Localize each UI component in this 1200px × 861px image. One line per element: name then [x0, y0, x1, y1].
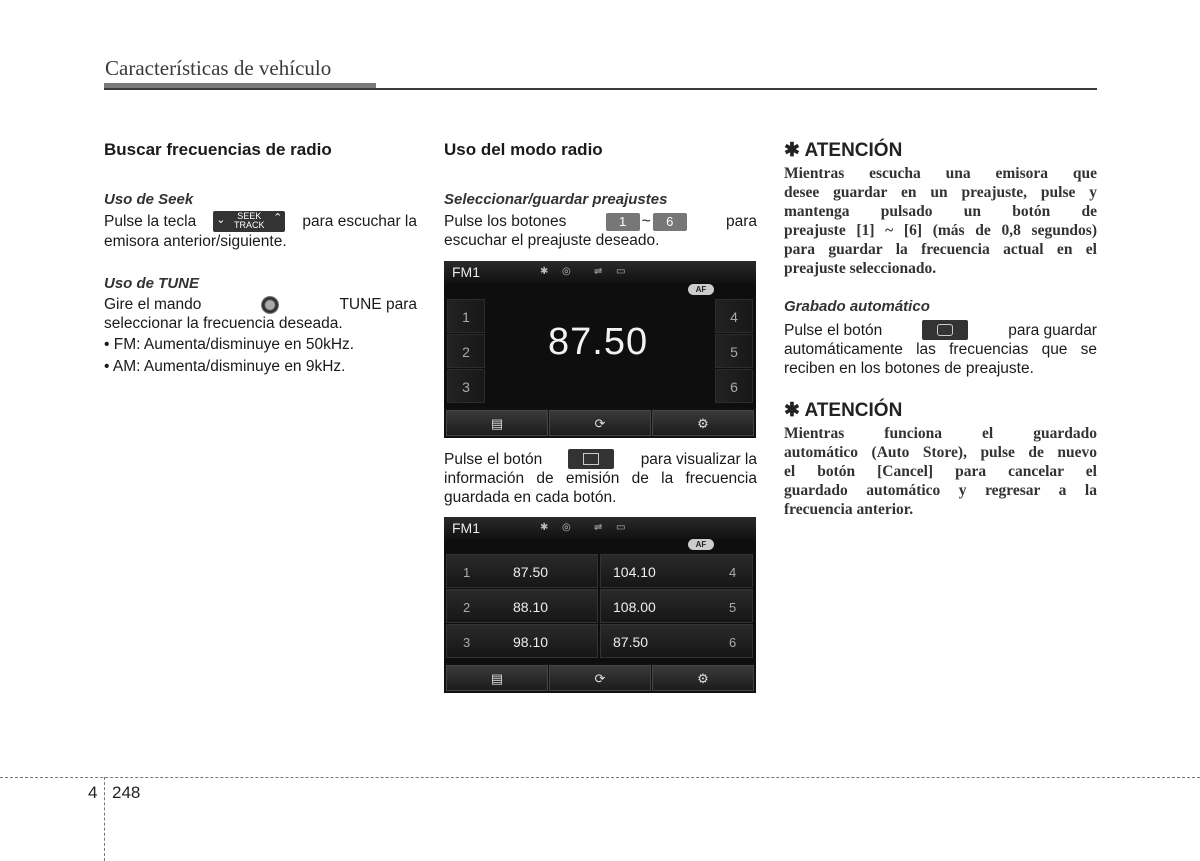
gear-icon: ⚙ — [697, 671, 709, 686]
auto-store-button[interactable] — [549, 410, 651, 436]
tune-knob-icon — [261, 296, 279, 314]
preset-frequency: 87.50 — [513, 564, 549, 580]
auto-text-post: para guardar — [1008, 321, 1097, 339]
gear-icon: ⚙ — [697, 416, 709, 431]
bottom-bar — [444, 408, 756, 438]
attention-line: guardado automático y regresar a la — [784, 482, 1097, 499]
af-badge: AF — [688, 539, 714, 550]
attention-line: preajuste seleccionado. — [784, 260, 937, 277]
preset-frequency: 87.50 — [613, 634, 649, 650]
disc-icon: ◎ — [562, 522, 571, 533]
radio-scan-icon: ⟳ — [594, 671, 606, 686]
info-list-button[interactable] — [446, 665, 548, 691]
disc-icon: ◎ — [562, 266, 571, 277]
usb-icon: ⇌ — [594, 266, 603, 277]
presets-text-line2: escuchar el preajuste deseado. — [444, 232, 660, 249]
seek-text-post: para escuchar la — [302, 213, 417, 230]
bottom-bar — [444, 663, 756, 693]
presets-text-pre: Pulse los botones — [444, 213, 567, 230]
track-label: TRACK — [234, 220, 265, 230]
attention-line: Mientras escucha una emisora que — [784, 165, 1097, 182]
attention-line: para guardar la frecuencia actual en el — [784, 241, 1097, 258]
tune-text-post: TUNE para — [339, 296, 417, 313]
preset-row-6[interactable] — [600, 624, 753, 658]
subheading-auto-store: Grabado automático — [784, 298, 930, 315]
radio-screen-presets — [444, 517, 756, 693]
info-text-line3: guardada en cada botón. — [444, 489, 617, 506]
presets-text-post: para — [725, 213, 757, 230]
radio-scan-icon — [937, 324, 953, 336]
seek-track-button — [213, 211, 285, 232]
auto-text-line3: reciben en los botones de preajuste. — [784, 360, 1034, 377]
section-heading-seek: Buscar frecuencias de radio — [104, 140, 332, 159]
attention-title-1: ✱ ATENCIÓN — [784, 140, 903, 161]
preset-6[interactable]: 6 — [715, 369, 753, 403]
preset-row-1[interactable] — [446, 554, 598, 588]
footer-vertical-divider — [104, 777, 105, 861]
attention-body-2 — [784, 424, 1097, 519]
preset-frequency: 88.10 — [513, 599, 549, 615]
auto-text-pre: Pulse el botón — [784, 321, 883, 339]
preset-number: 4 — [729, 565, 737, 580]
preset-row-3[interactable] — [446, 624, 598, 658]
preset-row-4[interactable] — [600, 554, 753, 588]
seek-text-line2: emisora anterior/siguiente. — [104, 233, 287, 250]
preset-2[interactable]: 2 — [447, 334, 485, 368]
preset-number: 5 — [729, 600, 737, 615]
preset-frequency: 108.00 — [613, 599, 656, 615]
attention-body-1 — [784, 164, 1097, 278]
aux-icon: ▭ — [616, 266, 626, 277]
auto-text-line2: automáticamente las frecuencias que se — [784, 341, 1097, 358]
subheading-seek: Uso de Seek — [104, 191, 194, 208]
preset-number: 3 — [463, 635, 471, 650]
info-text-post: para visualizar la — [640, 450, 757, 468]
radio-screen-main — [444, 261, 756, 438]
section-heading-radio-mode: Uso del modo radio — [444, 140, 603, 159]
attention-line: preajuste [1] ~ [6] (más de 0,8 segundos) — [784, 222, 1097, 239]
page-number: 248 — [112, 783, 141, 802]
chevron-down-icon: ⌄ — [216, 214, 226, 226]
auto-store-button[interactable] — [549, 665, 651, 691]
header-title: Características de vehículo — [105, 56, 332, 80]
preset-row-2[interactable] — [446, 589, 598, 623]
frequency-display: 87.50 — [548, 321, 649, 363]
tune-text-pre: Gire el mando — [104, 296, 202, 313]
preset-1[interactable]: 1 — [447, 299, 485, 333]
seek-text-pre: Pulse la tecla — [104, 213, 197, 230]
band-label: FM1 — [452, 520, 480, 536]
bullet-am: • AM: Aumenta/disminuye en 9kHz. — [104, 358, 346, 375]
preset-frequency: 98.10 — [513, 634, 549, 650]
preset-5[interactable]: 5 — [715, 334, 753, 368]
tune-text-line2: seleccionar la frecuencia deseada. — [104, 315, 343, 332]
auto-store-inline-button — [922, 320, 968, 340]
af-badge: AF — [688, 284, 714, 295]
preset-row-5[interactable] — [600, 589, 753, 623]
info-list-button[interactable] — [446, 410, 548, 436]
attention-line: mantenga pulsado un botón de — [784, 203, 1097, 220]
attention-title-2: ✱ ATENCIÓN — [784, 400, 903, 421]
seek-label: SEEK — [237, 211, 262, 221]
preset-number: 6 — [729, 635, 737, 650]
attention-line: automático (Auto Store), pulse de nuevo — [784, 444, 1097, 461]
preset-range — [606, 212, 687, 231]
aux-icon: ▭ — [616, 522, 626, 533]
list-icon: ▤ — [490, 416, 504, 431]
footer-divider — [0, 777, 1200, 778]
list-icon: ▤ — [490, 671, 504, 686]
attention-line: Mientras funciona el guardado — [784, 425, 1097, 442]
chevron-up-icon: ⌃ — [273, 212, 283, 224]
list-icon — [583, 453, 599, 465]
preset-button-6: 6 — [653, 213, 687, 231]
header-rule-thin — [104, 88, 1097, 90]
seek-paragraph — [104, 211, 417, 251]
band-label: FM1 — [452, 264, 480, 280]
attention-line: frecuencia anterior. — [784, 501, 914, 518]
info-text-line2: información de emisión de la frecuencia — [444, 470, 757, 487]
preset-4[interactable]: 4 — [715, 299, 753, 333]
preset-number: 1 — [463, 565, 471, 580]
subheading-presets: Seleccionar/guardar preajustes — [444, 191, 668, 208]
bluetooth-icon: ✱ — [540, 522, 549, 533]
auto-store-paragraph — [784, 320, 1097, 378]
subheading-tune: Uso de TUNE — [104, 275, 200, 292]
bluetooth-icon: ✱ — [540, 266, 549, 277]
status-bar — [444, 261, 756, 283]
tilde-sign: ~ — [641, 213, 651, 230]
preset-number: 2 — [463, 600, 471, 615]
info-text-pre: Pulse el botón — [444, 450, 543, 468]
status-bar — [444, 517, 756, 539]
info-paragraph — [444, 449, 757, 507]
section-number: 4 — [88, 783, 98, 802]
radio-scan-icon: ⟳ — [594, 416, 606, 431]
settings-button[interactable] — [652, 665, 754, 691]
presets-paragraph — [444, 212, 757, 250]
preset-frequency: 104.10 — [613, 564, 656, 580]
bullet-fm: • FM: Aumenta/disminuye en 50kHz. — [104, 336, 355, 353]
attention-line: el botón [Cancel] para cancelar el — [784, 463, 1097, 480]
attention-line: desee guardar en un preajuste, pulse y — [784, 184, 1097, 201]
info-list-inline-button — [568, 449, 614, 469]
settings-button[interactable] — [652, 410, 754, 436]
preset-button-1: 1 — [606, 213, 640, 231]
tune-paragraph — [104, 295, 417, 376]
usb-icon: ⇌ — [594, 522, 603, 533]
preset-3[interactable]: 3 — [447, 369, 485, 403]
